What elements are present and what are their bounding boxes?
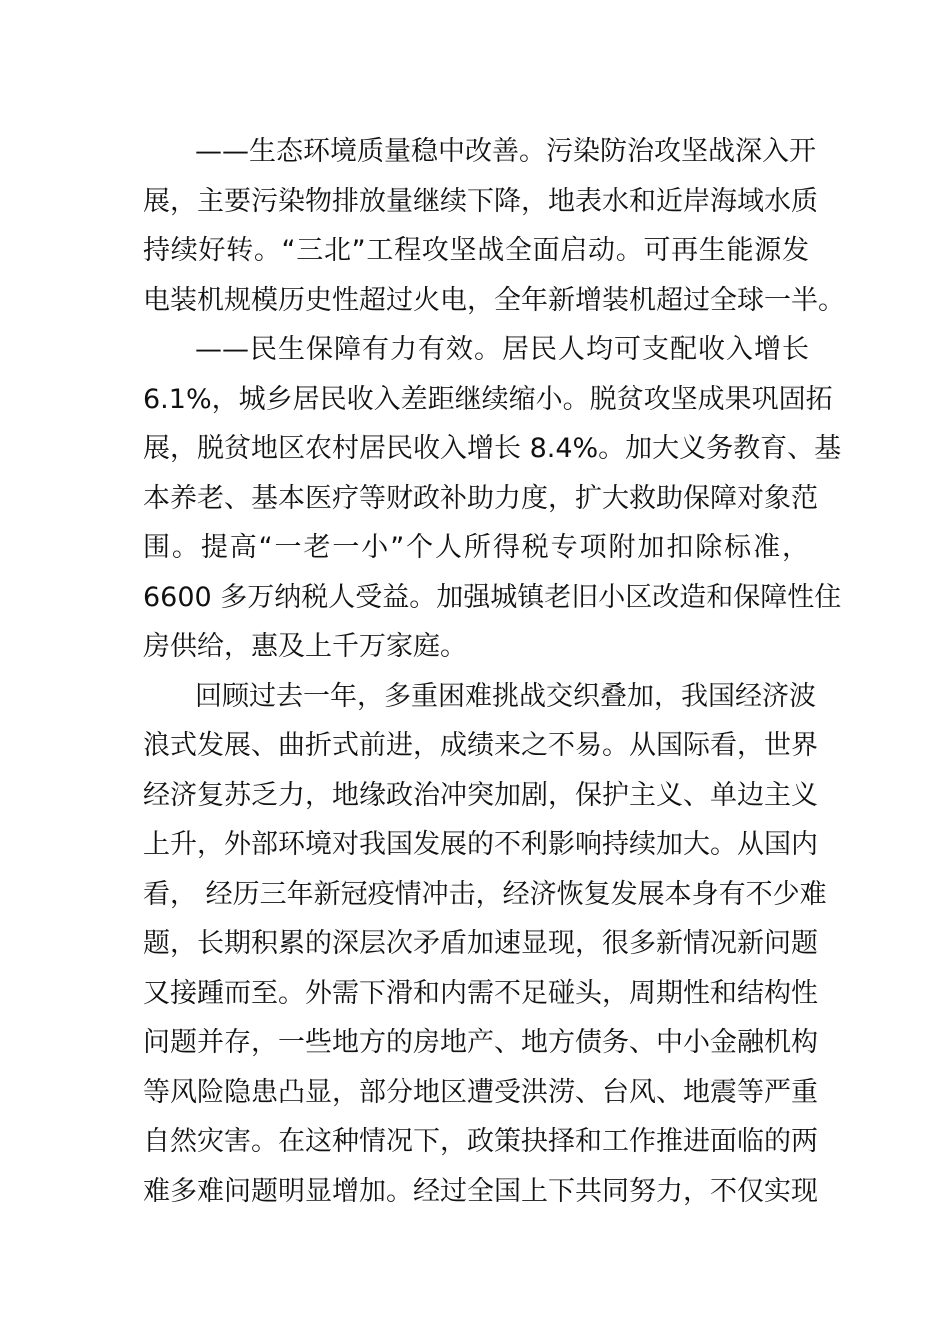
text-line: 围。提高“一老一小”个人所得税专项附加扣除标准， xyxy=(143,532,809,563)
text-line: 6600 多万纳税人受益。加强城镇老旧小区改造和保障性住 xyxy=(143,581,842,613)
text-line: 等风险隐患凸显，部分地区遭受洪涝、台风、地震等严重 xyxy=(143,1076,818,1108)
text-line: 回顾过去一年，多重困难挑战交织叠加，我国经济波 xyxy=(195,680,816,712)
text-line: 又接踵而至。外需下滑和内需不足碰头，周期性和结构性 xyxy=(143,977,818,1009)
text-line: 6.1%，城乡居民收入差距继续缩小。脱贫攻坚成果巩固拓 xyxy=(143,383,833,415)
document-body xyxy=(143,127,845,1216)
text-line: 房供给，惠及上千万家庭。 xyxy=(143,631,467,662)
text-line: 问题并存，一些地方的房地产、地方债务、中小金融机构 xyxy=(143,1027,818,1058)
text-line: 题，长期积累的深层次矛盾加速显现，很多新情况新问题 xyxy=(143,928,818,959)
text-line: 电装机规模历史性超过火电，全年新增装机超过全球一半。 xyxy=(143,284,845,316)
text-line: 上升，外部环境对我国发展的不利影响持续加大。从国内 xyxy=(143,829,818,860)
text-line: 展，主要污染物排放量继续下降，地表水和近岸海域水质 xyxy=(143,185,818,217)
text-line: 自然灾害。在这种情况下，政策抉择和工作推进面临的两 xyxy=(143,1126,818,1157)
text-line: 展，脱贫地区农村居民收入增长 8.4%。加大义务教育、基 xyxy=(143,433,842,464)
text-line: ——民生保障有力有效。居民人均可支配收入增长 xyxy=(195,334,809,365)
text-line: 持续好转。“三北”工程攻坚战全面启动。可再生能源发 xyxy=(143,235,809,266)
text-line: 本养老、基本医疗等财政补助力度，扩大救助保障对象范 xyxy=(143,482,818,514)
text-line: 经济复苏乏力，地缘政治冲突加剧，保护主义、单边主义 xyxy=(143,779,818,811)
text-line: ——生态环境质量稳中改善。污染防治攻坚战深入开 xyxy=(195,136,816,167)
text-line: 难多难问题明显增加。经过全国上下共同努力，不仅实现 xyxy=(143,1175,818,1207)
text-line: 看， 经历三年新冠疫情冲击，经济恢复发展本身有不少难 xyxy=(143,878,827,910)
text-line: 浪式发展、曲折式前进，成绩来之不易。从国际看，世界 xyxy=(143,730,818,761)
